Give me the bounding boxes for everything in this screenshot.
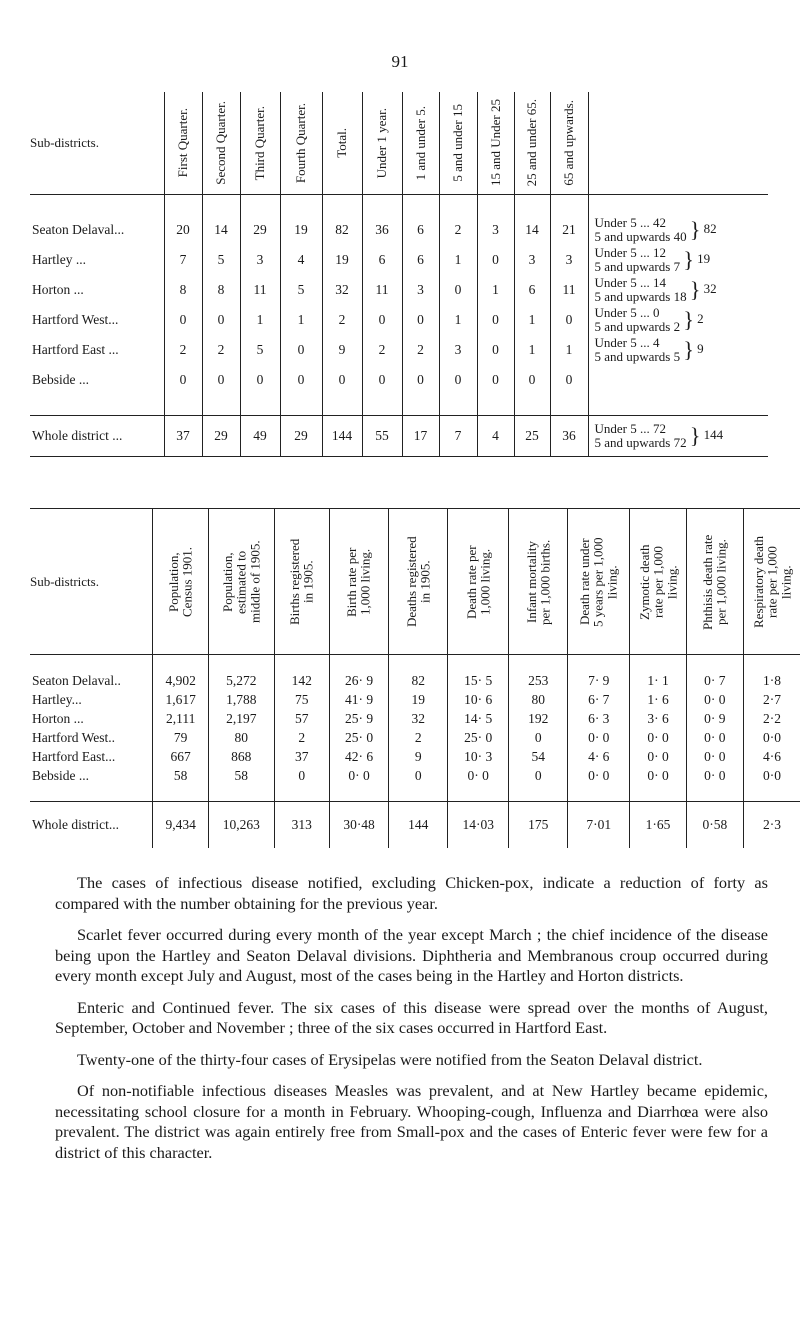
row-name: Horton ... bbox=[32, 710, 84, 726]
row-name: Hartford East ... bbox=[32, 342, 119, 357]
table-cell: 10· 6 bbox=[448, 690, 509, 709]
table-cell: 1 bbox=[280, 305, 322, 335]
t2-header-subdistricts: Sub-districts. bbox=[30, 509, 153, 655]
brace-icon: } bbox=[683, 337, 694, 362]
header-5-under-15: 5 and under 15 bbox=[439, 92, 477, 195]
row-name: Hartford East... bbox=[32, 748, 116, 764]
whole-district-row bbox=[30, 802, 800, 849]
spacer-cell bbox=[208, 785, 274, 802]
table-cell: 667 bbox=[153, 747, 209, 766]
spacer-cell bbox=[686, 785, 743, 802]
table-cell: 2 bbox=[389, 728, 448, 747]
table-cell: 25· 9 bbox=[329, 709, 388, 728]
t2-header-births: Births registered in 1905. bbox=[274, 509, 329, 655]
table-cell: 4· 6 bbox=[568, 747, 630, 766]
table-cell: 175 bbox=[509, 802, 568, 849]
table-cell: 19 bbox=[322, 245, 362, 275]
table-cell: 868 bbox=[208, 747, 274, 766]
spacer-cell bbox=[477, 195, 514, 216]
table-cell: 142 bbox=[274, 671, 329, 690]
spacer-cell bbox=[686, 655, 743, 672]
table-cell: 29 bbox=[202, 416, 240, 457]
table-cell: 3 bbox=[550, 245, 588, 275]
table-cell: 0 bbox=[477, 365, 514, 395]
table-cell: 0· 0 bbox=[329, 766, 388, 785]
table-cell: 6 bbox=[402, 215, 439, 245]
spacer-cell bbox=[439, 195, 477, 216]
table-cell: 0 bbox=[439, 275, 477, 305]
table-cell: 3· 6 bbox=[630, 709, 687, 728]
upwards-text: 5 and upwards 72 bbox=[594, 435, 687, 450]
spacer-cell bbox=[514, 395, 550, 416]
table-cell: 1· 6 bbox=[630, 690, 687, 709]
spacer-cell bbox=[280, 395, 322, 416]
header-15-under-25: 15 and Under 25 bbox=[477, 92, 514, 195]
table-cell: 0 bbox=[509, 728, 568, 747]
table-cell: 0· 9 bbox=[686, 709, 743, 728]
table-cell: 2 bbox=[164, 335, 202, 365]
spacer-cell bbox=[362, 195, 402, 216]
table-cell: 29 bbox=[280, 416, 322, 457]
table-cell: 10· 3 bbox=[448, 747, 509, 766]
table-cell: 32 bbox=[322, 275, 362, 305]
spacer-cell bbox=[362, 395, 402, 416]
table-cell: 36 bbox=[550, 416, 588, 457]
under5-text: Under 5 ... 0 bbox=[594, 305, 660, 320]
table-cell: 0·0 bbox=[743, 766, 800, 785]
table-cell: 37 bbox=[164, 416, 202, 457]
spacer-cell bbox=[477, 395, 514, 416]
row-name: Horton ... bbox=[32, 282, 84, 297]
paragraph: Enteric and Continued fever. The six cases of this disease were spread over the months of August, September, October and November ; three of the six cases occurred in Hartford East. bbox=[55, 997, 768, 1037]
upwards-text: 5 and upwards 7 bbox=[594, 259, 681, 274]
summary-total: 144 bbox=[703, 426, 724, 442]
body-text bbox=[55, 873, 768, 1174]
table-row bbox=[30, 709, 800, 728]
table-cell: 14·03 bbox=[448, 802, 509, 849]
paragraph: Scarlet fever occurred during every month of the year except March ; the chief incidence of the disease being upon the Hartley and Seaton Delaval divisions. Diphtheria and Membranous croup occurred during every month except July and August, most of the cases being in the Hartley and Horton districts. bbox=[55, 925, 768, 985]
table-cell: 5 bbox=[202, 245, 240, 275]
table-cell: 3 bbox=[402, 275, 439, 305]
spacer-cell bbox=[202, 195, 240, 216]
spacer-cell bbox=[274, 655, 329, 672]
table-cell: 1 bbox=[439, 305, 477, 335]
spacer-cell bbox=[329, 655, 388, 672]
table-cell: 0· 0 bbox=[686, 728, 743, 747]
table-cell: 0 bbox=[202, 305, 240, 335]
summary-total: 9 bbox=[697, 340, 704, 356]
spacer-cell bbox=[164, 195, 202, 216]
table-cell: 144 bbox=[322, 416, 362, 457]
table-cell: 0 bbox=[280, 365, 322, 395]
table-cell: 0 bbox=[402, 305, 439, 335]
row-name: Hartford West... bbox=[32, 312, 119, 327]
table-cell: 144 bbox=[389, 802, 448, 849]
table-row bbox=[30, 335, 768, 365]
table-cell: 0· 0 bbox=[686, 690, 743, 709]
paragraph: Of non-notifiable infectious diseases Measles was prevalent, and at New Hartley became epidemic, necessitating school closure for a month in February. Whooping-cough, Influenza and Diarrhœa were also prevalent. The district was again entirely free from Small-pox and the cases of Enteric fever were few for a district of this character. bbox=[55, 1081, 768, 1162]
spacer-cell bbox=[550, 195, 588, 216]
table-cell: 6 bbox=[514, 275, 550, 305]
table-cell: 3 bbox=[477, 215, 514, 245]
table-cell: 11 bbox=[550, 275, 588, 305]
table-cell: 0 bbox=[402, 365, 439, 395]
spacer-cell bbox=[240, 195, 280, 216]
quarterly-cases-table bbox=[30, 92, 768, 457]
table-cell: 7 bbox=[164, 245, 202, 275]
header-fourth-quarter: Fourth Quarter. bbox=[280, 92, 322, 195]
spacer-cell bbox=[153, 655, 209, 672]
brace-icon: } bbox=[689, 277, 701, 302]
table-cell: 0· 0 bbox=[630, 728, 687, 747]
table-cell: 6· 7 bbox=[568, 690, 630, 709]
table-cell: 2·2 bbox=[743, 709, 800, 728]
under5-text: Under 5 ... 14 bbox=[594, 275, 666, 290]
table-cell: 2,111 bbox=[153, 709, 209, 728]
table-cell: 1 bbox=[550, 335, 588, 365]
t2-header-death-rate: Death rate per 1,000 living. bbox=[448, 509, 509, 655]
spacer-cell bbox=[448, 785, 509, 802]
upwards-text: 5 and upwards 40 bbox=[594, 229, 687, 244]
spacer-cell bbox=[743, 655, 800, 672]
table-cell: 0 bbox=[477, 335, 514, 365]
spacer-cell bbox=[389, 655, 448, 672]
spacer-cell bbox=[509, 655, 568, 672]
paragraph: Twenty-one of the thirty-four cases of Erysipelas were notified from the Seaton Delaval district. bbox=[77, 1049, 703, 1069]
table-cell: 1 bbox=[240, 305, 280, 335]
spacer-cell bbox=[439, 395, 477, 416]
header-second-quarter: Second Quarter. bbox=[202, 92, 240, 195]
table-cell: 5 bbox=[280, 275, 322, 305]
row-name: Hartley ... bbox=[32, 252, 86, 267]
table-cell: 6· 3 bbox=[568, 709, 630, 728]
table-cell: 10,263 bbox=[208, 802, 274, 849]
header-total: Total. bbox=[322, 92, 362, 195]
table-cell: 25 bbox=[514, 416, 550, 457]
age-summary bbox=[588, 245, 768, 275]
spacer-cell bbox=[588, 395, 768, 416]
spacer-cell bbox=[568, 655, 630, 672]
spacer-cell bbox=[240, 395, 280, 416]
table-cell: 0· 0 bbox=[568, 728, 630, 747]
brace-icon: } bbox=[689, 423, 701, 448]
table-cell: 49 bbox=[240, 416, 280, 457]
row-name: Seaton Delaval.. bbox=[32, 672, 121, 688]
table-row bbox=[30, 728, 800, 747]
spacer-cell bbox=[202, 395, 240, 416]
table-cell: 0 bbox=[509, 766, 568, 785]
table-cell: 0 bbox=[477, 245, 514, 275]
upwards-text: 5 and upwards 18 bbox=[594, 289, 687, 304]
table-cell: 0· 0 bbox=[686, 747, 743, 766]
table-cell: 57 bbox=[274, 709, 329, 728]
table-cell: 20 bbox=[164, 215, 202, 245]
table-cell: 1,617 bbox=[153, 690, 209, 709]
table-cell: 5,272 bbox=[208, 671, 274, 690]
table-cell: 54 bbox=[509, 747, 568, 766]
table-cell: 1· 1 bbox=[630, 671, 687, 690]
header-25-under-65: 25 and under 65. bbox=[514, 92, 550, 195]
table-row bbox=[30, 766, 800, 785]
table-cell: 0 bbox=[240, 365, 280, 395]
table-cell: 80 bbox=[208, 728, 274, 747]
spacer-cell bbox=[630, 785, 687, 802]
table-cell: 41· 9 bbox=[329, 690, 388, 709]
table-cell: 1 bbox=[439, 245, 477, 275]
table-cell: 0· 0 bbox=[686, 766, 743, 785]
age-summary bbox=[588, 365, 768, 395]
table-cell: 0 bbox=[362, 365, 402, 395]
table-cell: 79 bbox=[153, 728, 209, 747]
table-cell: 14· 5 bbox=[448, 709, 509, 728]
t2-header-birth-rate: Birth rate per 1,000 living. bbox=[329, 509, 388, 655]
table-cell: 19 bbox=[389, 690, 448, 709]
table-cell: 0 bbox=[514, 365, 550, 395]
brace-icon: } bbox=[683, 247, 694, 272]
upwards-text: 5 and upwards 5 bbox=[594, 349, 681, 364]
header-under-1: Under 1 year. bbox=[362, 92, 402, 195]
spacer-cell bbox=[30, 395, 164, 416]
table-cell: 0 bbox=[439, 365, 477, 395]
header-blank bbox=[588, 92, 768, 195]
table-cell: 1 bbox=[514, 335, 550, 365]
table-cell: 0 bbox=[477, 305, 514, 335]
table-cell: 4,902 bbox=[153, 671, 209, 690]
table-cell: 2 bbox=[362, 335, 402, 365]
table-cell: 0· 0 bbox=[630, 766, 687, 785]
table-cell: 1 bbox=[514, 305, 550, 335]
table-cell: 15· 5 bbox=[448, 671, 509, 690]
paragraph: The cases of infectious disease notified, excluding Chicken-pox, indicate a reduction of forty as compared with the number obtaining for the previous year. bbox=[55, 873, 768, 913]
row-name: Whole district... bbox=[30, 802, 153, 849]
spacer-cell bbox=[153, 785, 209, 802]
spacer-cell bbox=[514, 195, 550, 216]
t2-header-death-rate-under-5: Death rate under 5 years per 1,000 living. bbox=[568, 509, 630, 655]
table-cell: 58 bbox=[208, 766, 274, 785]
table-cell: 2 bbox=[439, 215, 477, 245]
table-cell: 0 bbox=[202, 365, 240, 395]
spacer-cell bbox=[509, 785, 568, 802]
table-cell: 29 bbox=[240, 215, 280, 245]
row-name: Bebside ... bbox=[32, 372, 89, 387]
spacer-cell bbox=[402, 195, 439, 216]
table-cell: 1 bbox=[477, 275, 514, 305]
spacer-cell bbox=[389, 785, 448, 802]
spacer-cell bbox=[448, 655, 509, 672]
table-cell: 0 bbox=[164, 305, 202, 335]
header-65-upwards: 65 and upwards. bbox=[550, 92, 588, 195]
age-summary bbox=[588, 215, 768, 245]
row-name: Bebside ... bbox=[32, 767, 89, 783]
table-cell: 4 bbox=[477, 416, 514, 457]
table-cell: 0 bbox=[322, 365, 362, 395]
table-cell: 25· 0 bbox=[448, 728, 509, 747]
t2-header-population-1901: Population, Census 1901. bbox=[153, 509, 209, 655]
table-cell: 0 bbox=[164, 365, 202, 395]
under5-text: Under 5 ... 4 bbox=[594, 335, 660, 350]
table-row bbox=[30, 671, 800, 690]
table-row bbox=[30, 747, 800, 766]
age-summary bbox=[588, 416, 768, 457]
spacer-cell bbox=[30, 785, 153, 802]
row-name: Whole district ... bbox=[30, 416, 164, 457]
table-cell: 192 bbox=[509, 709, 568, 728]
spacer-cell bbox=[30, 655, 153, 672]
table-cell: 3 bbox=[514, 245, 550, 275]
row-name: Hartford West.. bbox=[32, 729, 116, 745]
table-cell: 8 bbox=[202, 275, 240, 305]
table-cell: 82 bbox=[322, 215, 362, 245]
table-cell: 9,434 bbox=[153, 802, 209, 849]
vital-statistics-table bbox=[30, 508, 800, 848]
table-row bbox=[30, 305, 768, 335]
table-cell: 3 bbox=[439, 335, 477, 365]
table-cell: 0 bbox=[362, 305, 402, 335]
row-name: Seaton Delaval... bbox=[32, 222, 125, 237]
spacer-cell bbox=[280, 195, 322, 216]
table-cell: 1·65 bbox=[630, 802, 687, 849]
table-cell: 75 bbox=[274, 690, 329, 709]
table-row bbox=[30, 275, 768, 305]
age-summary bbox=[588, 335, 768, 365]
spacer-cell bbox=[550, 395, 588, 416]
brace-icon: } bbox=[683, 307, 694, 332]
summary-total: 19 bbox=[697, 250, 711, 266]
spacer-cell bbox=[630, 655, 687, 672]
spacer-cell bbox=[743, 785, 800, 802]
whole-district-row bbox=[30, 416, 768, 457]
row-name: Hartley... bbox=[32, 691, 82, 707]
table-cell: 0 bbox=[550, 305, 588, 335]
table-cell: 2 bbox=[274, 728, 329, 747]
table-cell: 6 bbox=[402, 245, 439, 275]
table-cell: 8 bbox=[164, 275, 202, 305]
table-cell: 0 bbox=[389, 766, 448, 785]
spacer-cell bbox=[322, 195, 362, 216]
table-cell: 9 bbox=[389, 747, 448, 766]
table-cell: 0· 0 bbox=[568, 766, 630, 785]
t2-header-deaths: Deaths registered in 1905. bbox=[389, 509, 448, 655]
table-cell: 26· 9 bbox=[329, 671, 388, 690]
table-cell: 21 bbox=[550, 215, 588, 245]
table-cell: 2 bbox=[402, 335, 439, 365]
spacer-cell bbox=[30, 195, 164, 216]
table-cell: 4 bbox=[280, 245, 322, 275]
spacer-cell bbox=[274, 785, 329, 802]
summary-total: 32 bbox=[703, 280, 717, 296]
table-cell: 0 bbox=[550, 365, 588, 395]
spacer-cell bbox=[208, 655, 274, 672]
table-cell: 14 bbox=[202, 215, 240, 245]
table-cell: 1,788 bbox=[208, 690, 274, 709]
t2-header-population-1905: Population, estimated to middle of 1905. bbox=[208, 509, 274, 655]
table-cell: 9 bbox=[322, 335, 362, 365]
table-cell: 58 bbox=[153, 766, 209, 785]
table-cell: 253 bbox=[509, 671, 568, 690]
table-cell: 80 bbox=[509, 690, 568, 709]
table-cell: 313 bbox=[274, 802, 329, 849]
table-row bbox=[30, 690, 800, 709]
spacer-cell bbox=[164, 395, 202, 416]
age-summary bbox=[588, 305, 768, 335]
table-cell: 2 bbox=[202, 335, 240, 365]
header-1-under-5: 1 and under 5. bbox=[402, 92, 439, 195]
table-cell: 0·58 bbox=[686, 802, 743, 849]
table-cell: 5 bbox=[240, 335, 280, 365]
table-cell: 32 bbox=[389, 709, 448, 728]
table-cell: 14 bbox=[514, 215, 550, 245]
header-subdistricts: Sub-districts. bbox=[30, 92, 164, 195]
header-third-quarter: Third Quarter. bbox=[240, 92, 280, 195]
table-cell: 4·6 bbox=[743, 747, 800, 766]
spacer-cell bbox=[568, 785, 630, 802]
spacer-cell bbox=[322, 395, 362, 416]
table-row bbox=[30, 245, 768, 275]
table-cell: 7·01 bbox=[568, 802, 630, 849]
table-row bbox=[30, 215, 768, 245]
table-cell: 2·7 bbox=[743, 690, 800, 709]
table-cell: 0· 7 bbox=[686, 671, 743, 690]
table-row bbox=[30, 365, 768, 395]
t2-header-infant-mortality: Infant mortality per 1,000 births. bbox=[509, 509, 568, 655]
table-cell: 37 bbox=[274, 747, 329, 766]
summary-total: 2 bbox=[697, 310, 704, 326]
table-cell: 6 bbox=[362, 245, 402, 275]
table-cell: 0 bbox=[274, 766, 329, 785]
table-cell: 2·3 bbox=[743, 802, 800, 849]
table-cell: 0· 0 bbox=[630, 747, 687, 766]
table-cell: 7 bbox=[439, 416, 477, 457]
table-cell: 7· 9 bbox=[568, 671, 630, 690]
table-cell: 11 bbox=[240, 275, 280, 305]
brace-icon: } bbox=[689, 217, 701, 242]
table-cell: 0 bbox=[280, 335, 322, 365]
table-cell: 0·0 bbox=[743, 728, 800, 747]
page-number: 91 bbox=[391, 52, 409, 71]
spacer-cell bbox=[588, 195, 768, 216]
under5-text: Under 5 ... 42 bbox=[594, 215, 666, 230]
table-cell: 1·8 bbox=[743, 671, 800, 690]
upwards-text: 5 and upwards 2 bbox=[594, 319, 681, 334]
table-cell: 36 bbox=[362, 215, 402, 245]
table-cell: 11 bbox=[362, 275, 402, 305]
table-cell: 3 bbox=[240, 245, 280, 275]
t2-header-phthisis: Phthisis death rate per 1,000 living. bbox=[686, 509, 743, 655]
spacer-cell bbox=[329, 785, 388, 802]
t2-header-zymotic: Zymotic death rate per 1,000 living. bbox=[630, 509, 687, 655]
table-cell: 17 bbox=[402, 416, 439, 457]
table-cell: 19 bbox=[280, 215, 322, 245]
summary-total: 82 bbox=[703, 220, 717, 236]
under5-text: Under 5 ... 12 bbox=[594, 245, 666, 260]
table-cell: 42· 6 bbox=[329, 747, 388, 766]
header-first-quarter: First Quarter. bbox=[164, 92, 202, 195]
table-cell: 2 bbox=[322, 305, 362, 335]
table-cell: 0· 0 bbox=[448, 766, 509, 785]
table-cell: 2,197 bbox=[208, 709, 274, 728]
under5-text: Under 5 ... 72 bbox=[594, 421, 666, 436]
t2-header-respiratory: Respiratory death rate per 1,000 living. bbox=[743, 509, 800, 655]
table-cell: 30·48 bbox=[329, 802, 388, 849]
age-summary bbox=[588, 275, 768, 305]
table-cell: 25· 0 bbox=[329, 728, 388, 747]
table-cell: 55 bbox=[362, 416, 402, 457]
table-cell: 82 bbox=[389, 671, 448, 690]
spacer-cell bbox=[402, 395, 439, 416]
